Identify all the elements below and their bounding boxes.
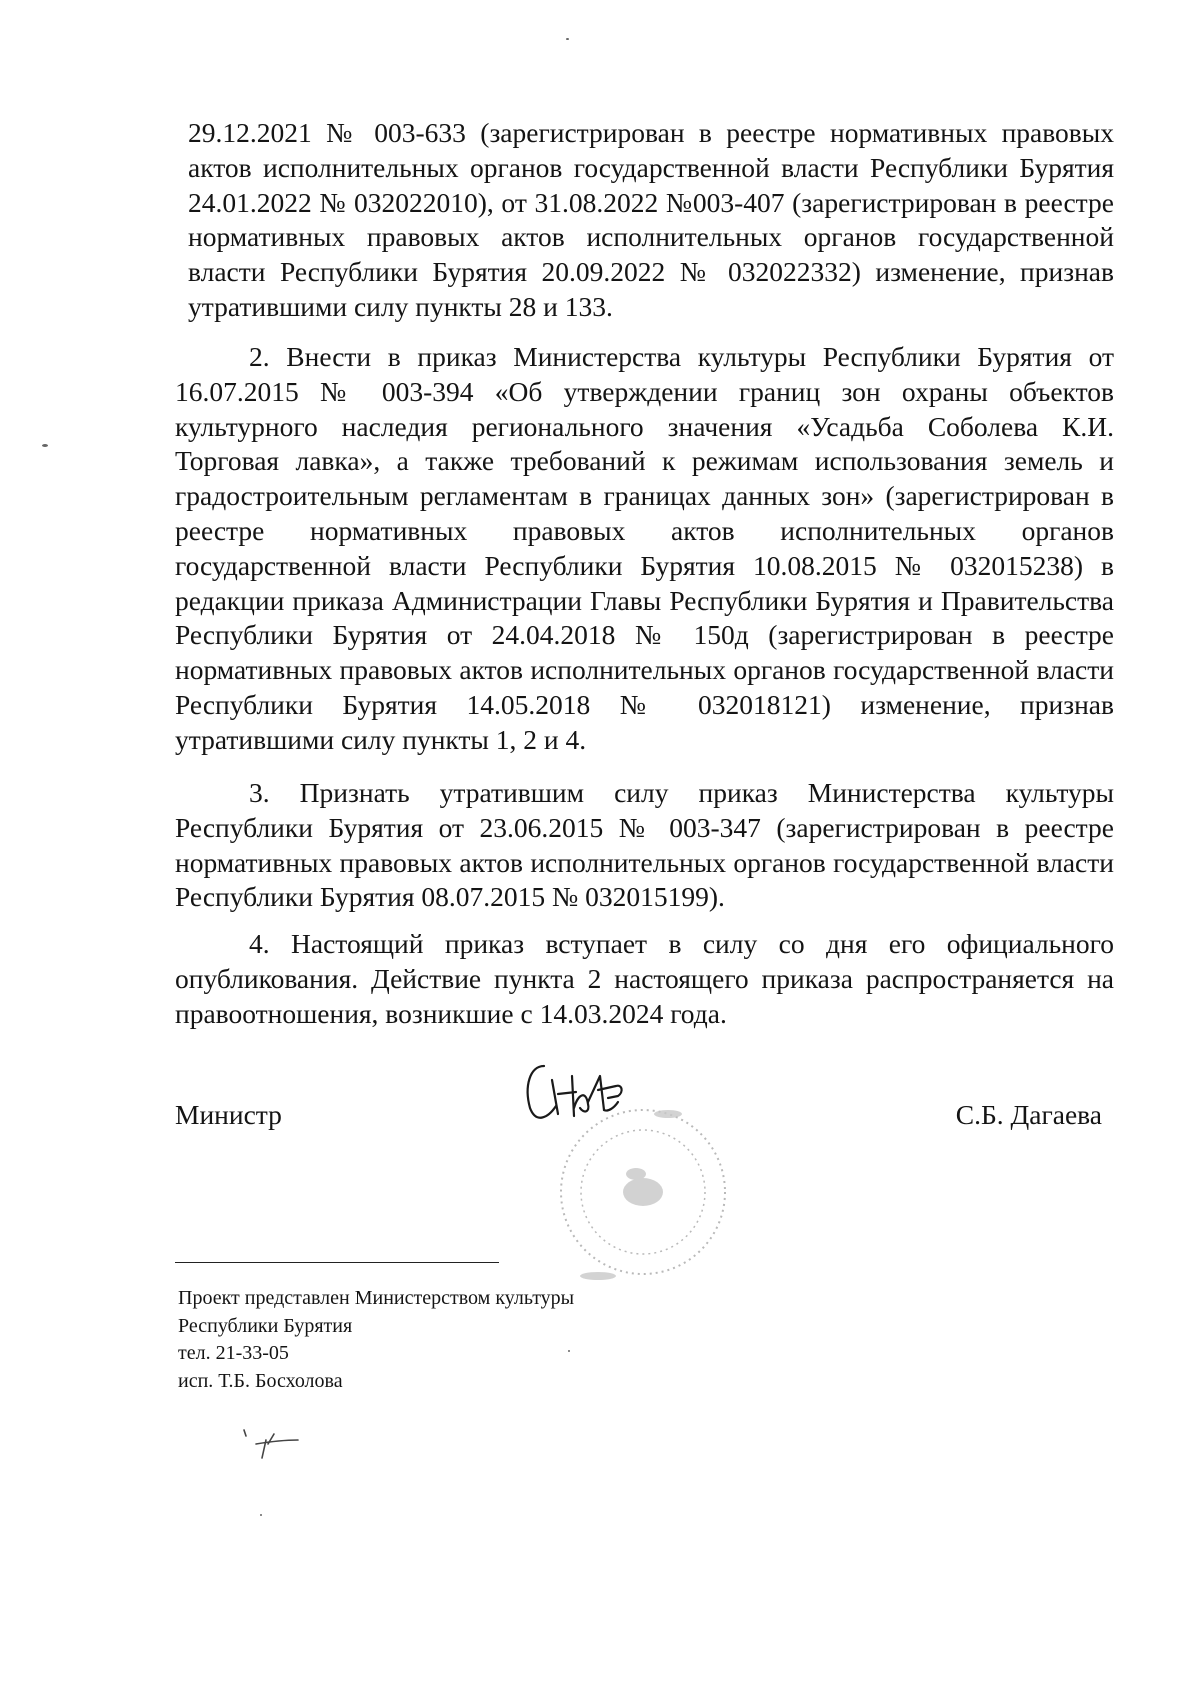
footer-line-4: исп. Т.Б. Босхолова (178, 1369, 343, 1392)
scan-speck (42, 444, 48, 447)
paragraph-item-3: 3. Признать утратившим силу приказ Министерства культуры Республики Бурятия от 23.06.2015 № 003-347 (зарегистрирован в реестре нормативных правовых актов исполнительных органов государственной власти Республики Бурятия 08.07.2015 № 032015199). (175, 777, 1114, 913)
footer-divider (175, 1262, 499, 1263)
footer-line-2: Республики Бурятия (178, 1314, 353, 1337)
footer-notes (178, 1285, 574, 1395)
scan-speck (260, 1514, 262, 1516)
paragraph-item-2: 2. Внести в приказ Министерства культуры Республики Бурятия от 16.07.2015 № 003-394 «Об утверждении границ зон охраны объектов культурного наследия регионального значения «Усадьба Соболева К.И. Торговая лавка», а также требований к режимам использования земель и градостроительным регламентам в границах данных зон» (зарегистрирован в реестре нормативных правовых актов исполнительных органов государственной власти Республики Бурятия 10.08.2015 № 032015238) в редакции приказа Администрации Главы Республики Бурятия и Правительства Республики Бурятия от 24.04.2018 № 150д (зарегистрирован в реестре нормативных правовых актов исполнительных органов государственной власти Республики Бурятия 14.05.2018 № 032018121) изменение, признав утратившими силу пункты 1, 2 и 4. (175, 341, 1114, 755)
paragraph-continuation: 29.12.2021 № 003-633 (зарегистрирован в реестре нормативных правовых актов исполнительных органов государственной власти Республики Бурятия 24.01.2022 № 032022010), от 31.08.2022 №003-407 (зарегистрирован в реестре нормативных правовых актов исполнительных органов государственной власти Республики Бурятия 20.09.2022 № 032022332) изменение, признав утратившими силу пункты 28 и 133. (188, 117, 1114, 322)
paragraph-item-4: 4. Настоящий приказ вступает в силу со дня его официального опубликования. Действие пункта 2 настоящего приказа распространяется на правоотношения, возникшие с 14.03.2024 года. (175, 928, 1114, 1029)
scan-speck (566, 38, 569, 40)
signer-name: С.Б. Дагаева (955, 1099, 1102, 1130)
scan-speck (568, 1350, 570, 1352)
signature-and-stamp (518, 1050, 748, 1290)
initials-mark (240, 1422, 330, 1472)
footer-line-3: тел. 21-33-05 (178, 1342, 289, 1364)
signer-role: Министр (175, 1099, 282, 1130)
footer-line-1: Проект представлен Министерством культуры (178, 1287, 575, 1309)
